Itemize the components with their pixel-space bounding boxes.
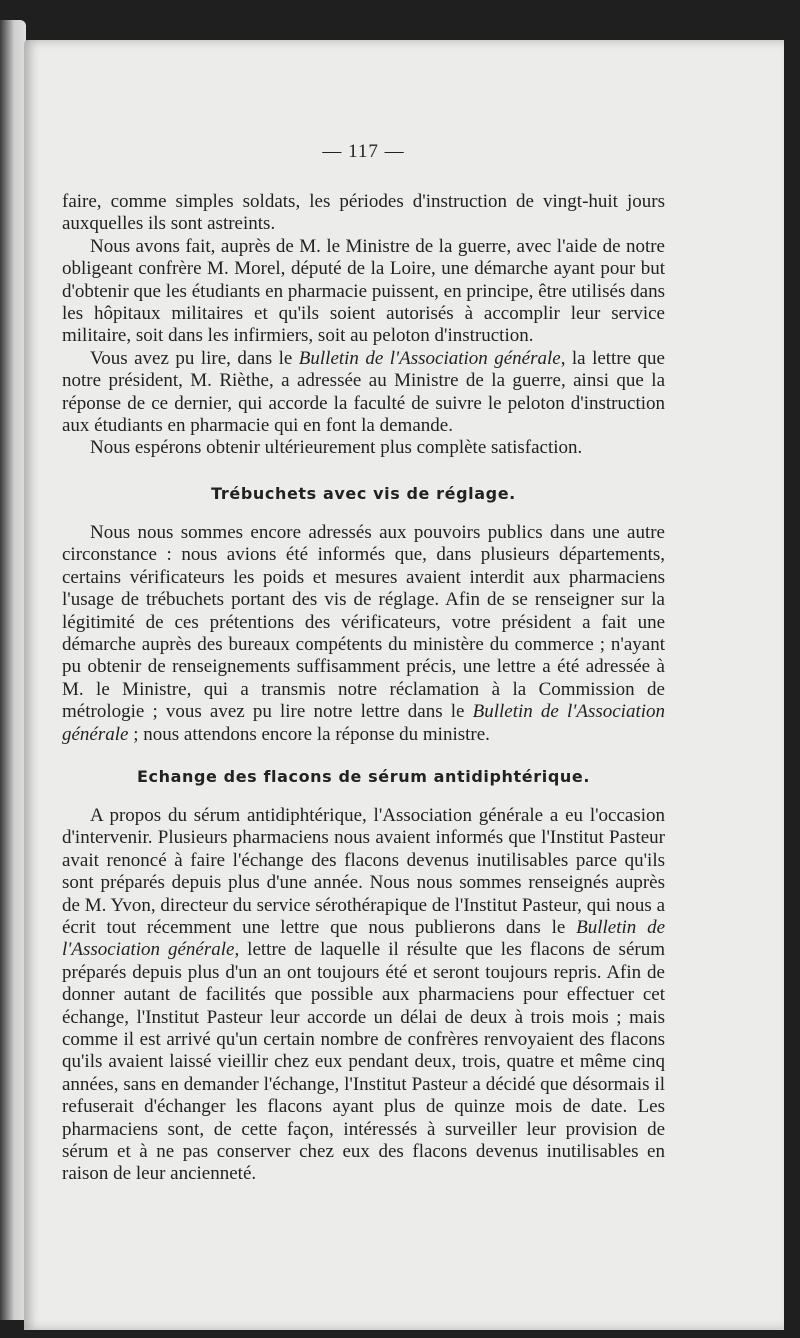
paragraph-trebuchets <box>62 522 665 746</box>
section-heading-echange-serum: Echange des flacons de sérum antidiphtérique. <box>137 766 590 786</box>
paragraph-bulletin-lettre <box>62 348 665 438</box>
text-run: Nous nous sommes encore adressés aux pouvoirs publics dans une autre circonstance : nous avions été informés que, dans plusieurs départements, certains vérificateurs les poids et mesures avaient interdit aux pharmaciens l'usage de trébuchets portant des vis de réglage. Afin de se renseigner sur la légitimité de ces prétentions des vérificateurs, votre président a fait une démarche auprès des bureaux compétents du ministère du commerce ; n'ayant pu obtenir de renseignements suffisamment précis, une lettre a été adressée à M. le Ministre, qui a transmis notre réclamation à la Commission de métrologie ; vous avez pu lire notre lettre dans le <box>62 521 665 723</box>
book-page <box>24 40 784 1330</box>
italic-publication-title: Bulletin de l'Association générale <box>298 347 561 369</box>
section-heading-trebuchets: Trébuchets avec vis de réglage. <box>211 483 516 503</box>
text-run: , lettre de laquelle il résulte que les flacons de sérum préparés depuis plus d'un an ont toujours été et seront toujours repris. Afin de donner autant de facilités que possible aux pharmaciens pour effectuer cet échange, l'Institut Pasteur leur accorde un délai de deux à trois mois ; mais comme il est arrivé qu'un certain nombre de confrères renvoyaient des flacons qu'ils avaient laissé vieillir chez eux pendant deux, trois, quatre et même cinq années, sans en demander l'échange, l'Institut Pasteur a décidé que désormais il refuserait d'échanger les flacons ayant plus de quinze mois de date. Les pharmaciens sont, de cette façon, intéressés à surveiller leur provision de sérum et à ne pas conserver chez eux des flacons devenus inutilisables en raison de leur ancienneté. <box>62 939 665 1185</box>
paragraph-serum <box>62 805 665 1186</box>
adjacent-page-edge <box>0 20 26 1320</box>
paragraph-continuation: faire, comme simples soldats, les périodes d'instruction de vingt-huit jours auxquelles ils sont astreints. <box>62 191 665 235</box>
page-number: — 117 — <box>322 141 405 162</box>
text-run: , la lettre que notre président, M. Rièthe, a adressée au Ministre de la guerre, ainsi que la réponse de ce dernier, qui accorde la faculté de suivre le peloton d'instruction aux étudiants en pharmacie qui en font la demande. <box>62 347 665 437</box>
paragraph-ministre-guerre: Nous avons fait, auprès de M. le Ministre de la guerre, avec l'aide de notre obligeant confrère M. Morel, député de la Loire, une démarche ayant pour but d'obtenir que les étudiants en pharmacie puissent, en principe, être utilisés dans les hôpitaux militaires et qu'ils soient autorisés à accomplir leur service militaire, soit dans les infirmiers, soit au peloton d'instruction. <box>62 235 665 347</box>
text-run: Vous avez pu lire, dans le <box>90 347 299 369</box>
paragraph-satisfaction: Nous espérons obtenir ultérieurement plus complète satisfaction. <box>90 437 583 459</box>
text-run: A propos du sérum antidiphtérique, l'Association générale a eu l'occasion d'intervenir. Plusieurs pharmaciens nous avaient informés que l'Institut Pasteur avait renoncé à faire l'échange des flacons devenus inutilisables parce qu'ils sont préparés depuis plus d'une année. Nous nous sommes renseignés auprès de M. Yvon, directeur du service sérothérapique de l'Institut Pasteur, qui nous a écrit tout récemment une lettre que nous publierons dans le <box>62 804 665 938</box>
italic-publication-title: Bulletin de l'Association générale <box>62 916 665 961</box>
page-text <box>62 141 665 1186</box>
text-run: ; nous attendons encore la réponse du ministre. <box>128 723 490 745</box>
italic-publication-title: Bulletin de l'Association générale <box>62 701 665 745</box>
